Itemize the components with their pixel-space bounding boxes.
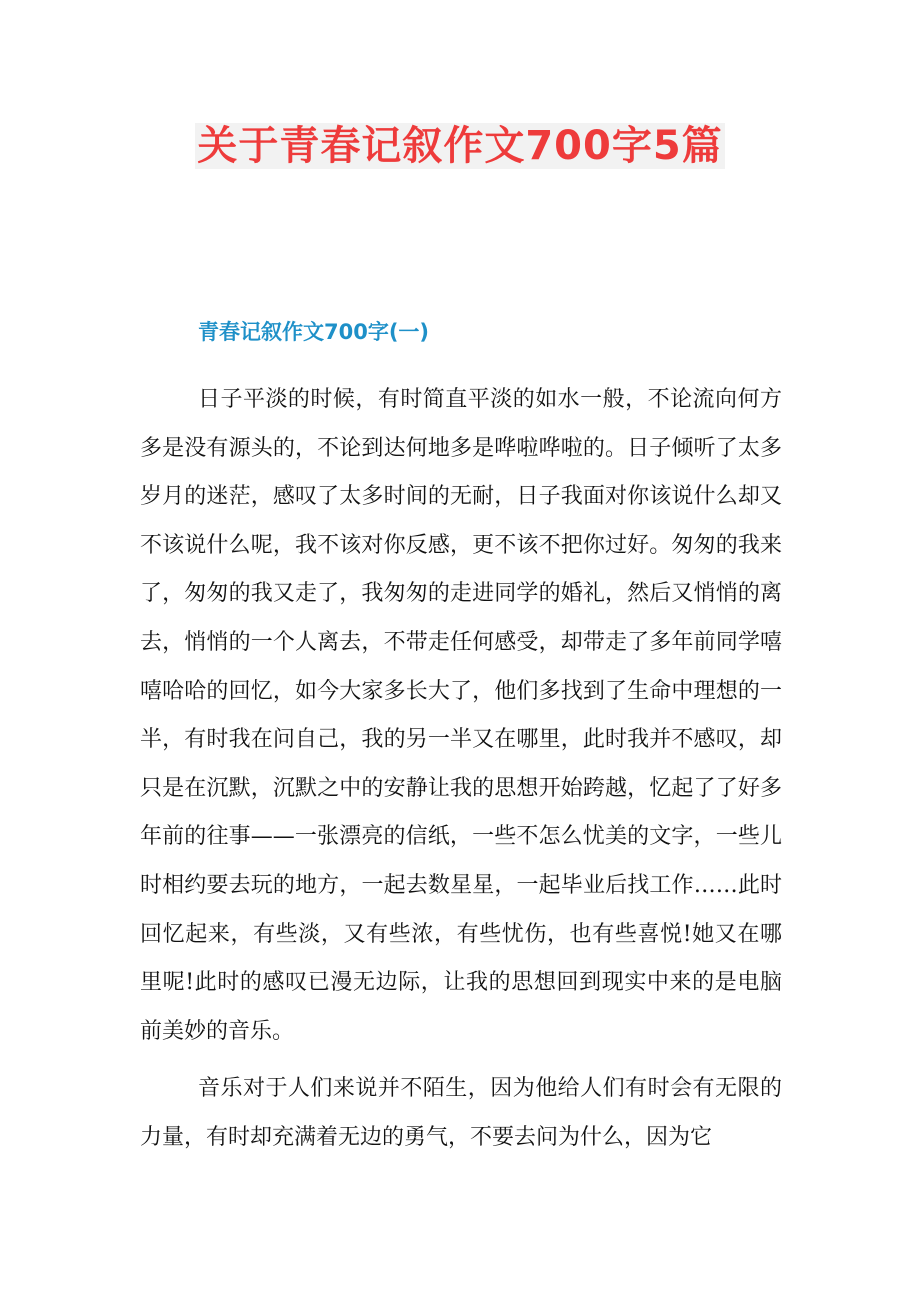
section-heading: 青春记叙作文700字(一): [198, 320, 430, 344]
paragraph-2: 音乐对于人们来说并不陌生，因为他给人们有时会有无限的力量，有时却充满着无边的勇气，不要去问为什么，因为它: [140, 1076, 782, 1150]
paragraph-1: 日子平淡的时候，有时简直平淡的如水一般，不论流向何方多是没有源头的，不论到达何地多是哗啦哗啦的。日子倾听了太多岁月的迷茫，感叹了太多时间的无耐，日子我面对你该说什么却又不该说什么呢，我不该对你反感，更不该不把你过好。匆匆的我来了，匆匆的我又走了，我匆匆的走进同学的婚礼，然后又悄悄的离去，悄悄的一个人离去，不带走任何感受，却带走了多年前同学嘻嘻哈哈的回忆，如今大家多长大了，他们多找到了生命中理想的一半，有时我在问自己，我的另一半又在哪里，此时我并不感叹，却只是在沉默，沉默之中的安静让我的思想开始跨越，忆起了了好多年前的往事——一张漂亮的信纸，一些不怎么忧美的文字，一些儿时相约要去玩的地方，一起去数星星，一起毕业后找工作……此时回忆起来，有些淡，又有些浓，有些忧伤，也有些喜悦!她又在哪里呢!此时的感叹已漫无边际，让我的思想回到现实中来的是电脑前美妙的音乐。: [140, 387, 782, 1044]
document-title-text: 关于青春记叙作文700字5篇: [197, 123, 723, 169]
document-title: [0, 118, 920, 174]
